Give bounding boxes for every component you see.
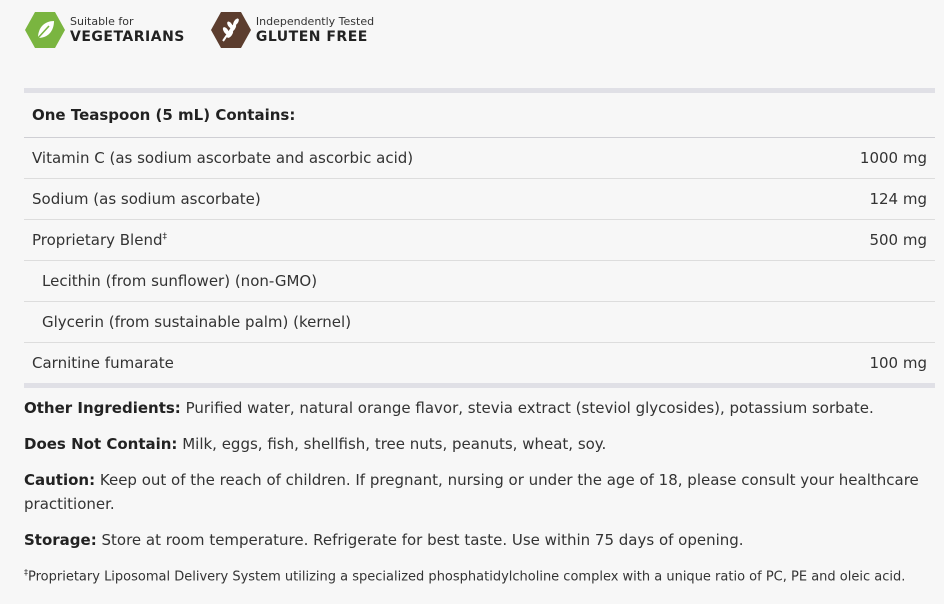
table-row bbox=[24, 343, 935, 383]
table-row bbox=[24, 138, 935, 179]
supplement-facts-table bbox=[24, 88, 935, 388]
caution-text: Keep out of the reach of children. If pregnant, nursing or under the age of 18, please consult your healthcare practitioner. bbox=[24, 471, 919, 513]
leaf-icon bbox=[25, 10, 65, 50]
table-row bbox=[24, 261, 935, 302]
badge-line2: GLUTEN FREE bbox=[255, 29, 368, 45]
other-ingredients-text: Purified water, natural orange flavor, stevia extract (steviol glycosides), potassium sorbate. bbox=[180, 399, 874, 417]
ingredient-name: Sodium (as sodium ascorbate) bbox=[32, 190, 261, 208]
product-notes bbox=[24, 396, 934, 598]
ingredient-name: Glycerin (from sustainable palm) (kernel) bbox=[42, 313, 352, 331]
ingredient-amount: 124 mg bbox=[869, 190, 927, 208]
caution bbox=[24, 468, 934, 516]
does-not-contain-label: Does Not Contain: bbox=[24, 435, 178, 453]
ingredient-name: Lecithin (from sunflower) (non-GMO) bbox=[42, 272, 318, 290]
other-ingredients-label: Other Ingredients: bbox=[24, 399, 181, 417]
footnote-mark: ‡ bbox=[162, 232, 167, 242]
ingredient-amount: 100 mg bbox=[869, 354, 927, 372]
table-row bbox=[24, 179, 935, 220]
badge-line1: Independently Tested bbox=[255, 15, 375, 28]
badge-line1: Suitable for bbox=[70, 15, 134, 28]
ingredient-name: Proprietary Blend bbox=[32, 231, 163, 249]
storage-label: Storage: bbox=[24, 531, 97, 549]
wheat-icon bbox=[211, 10, 251, 50]
facts-header bbox=[24, 93, 935, 138]
ingredient-name: Vitamin C (as sodium ascorbate and ascorbic acid) bbox=[32, 149, 414, 167]
vegetarian-badge bbox=[25, 10, 185, 50]
badges bbox=[25, 10, 374, 50]
table-row bbox=[24, 302, 935, 343]
footnote-text: Proprietary Liposomal Delivery System utilizing a specialized phosphatidylcholine complex with a unique ratio of PC, PE and oleic acid. bbox=[28, 569, 906, 585]
does-not-contain bbox=[24, 432, 934, 456]
ingredient-amount: 500 mg bbox=[869, 231, 927, 249]
gluten-free-badge bbox=[211, 10, 374, 50]
footnote-mark: ‡ bbox=[24, 568, 28, 577]
storage bbox=[24, 528, 934, 552]
badge-line2: VEGETARIANS bbox=[70, 29, 185, 45]
storage-text: Store at room temperature. Refrigerate for best taste. Use within 75 days of opening. bbox=[96, 531, 744, 549]
bottom-divider bbox=[24, 383, 935, 388]
does-not-contain-text: Milk, eggs, fish, shellfish, tree nuts, peanuts, wheat, soy. bbox=[177, 435, 607, 453]
ingredient-name: Carnitine fumarate bbox=[32, 354, 174, 372]
footnote bbox=[24, 564, 934, 586]
other-ingredients bbox=[24, 396, 934, 420]
ingredient-amount: 1000 mg bbox=[859, 149, 927, 167]
caution-label: Caution: bbox=[24, 471, 96, 489]
ingredient-name-with-mark bbox=[32, 231, 167, 249]
serving-size-label: One Teaspoon (5 mL) Contains: bbox=[32, 106, 296, 124]
table-row bbox=[24, 220, 935, 261]
